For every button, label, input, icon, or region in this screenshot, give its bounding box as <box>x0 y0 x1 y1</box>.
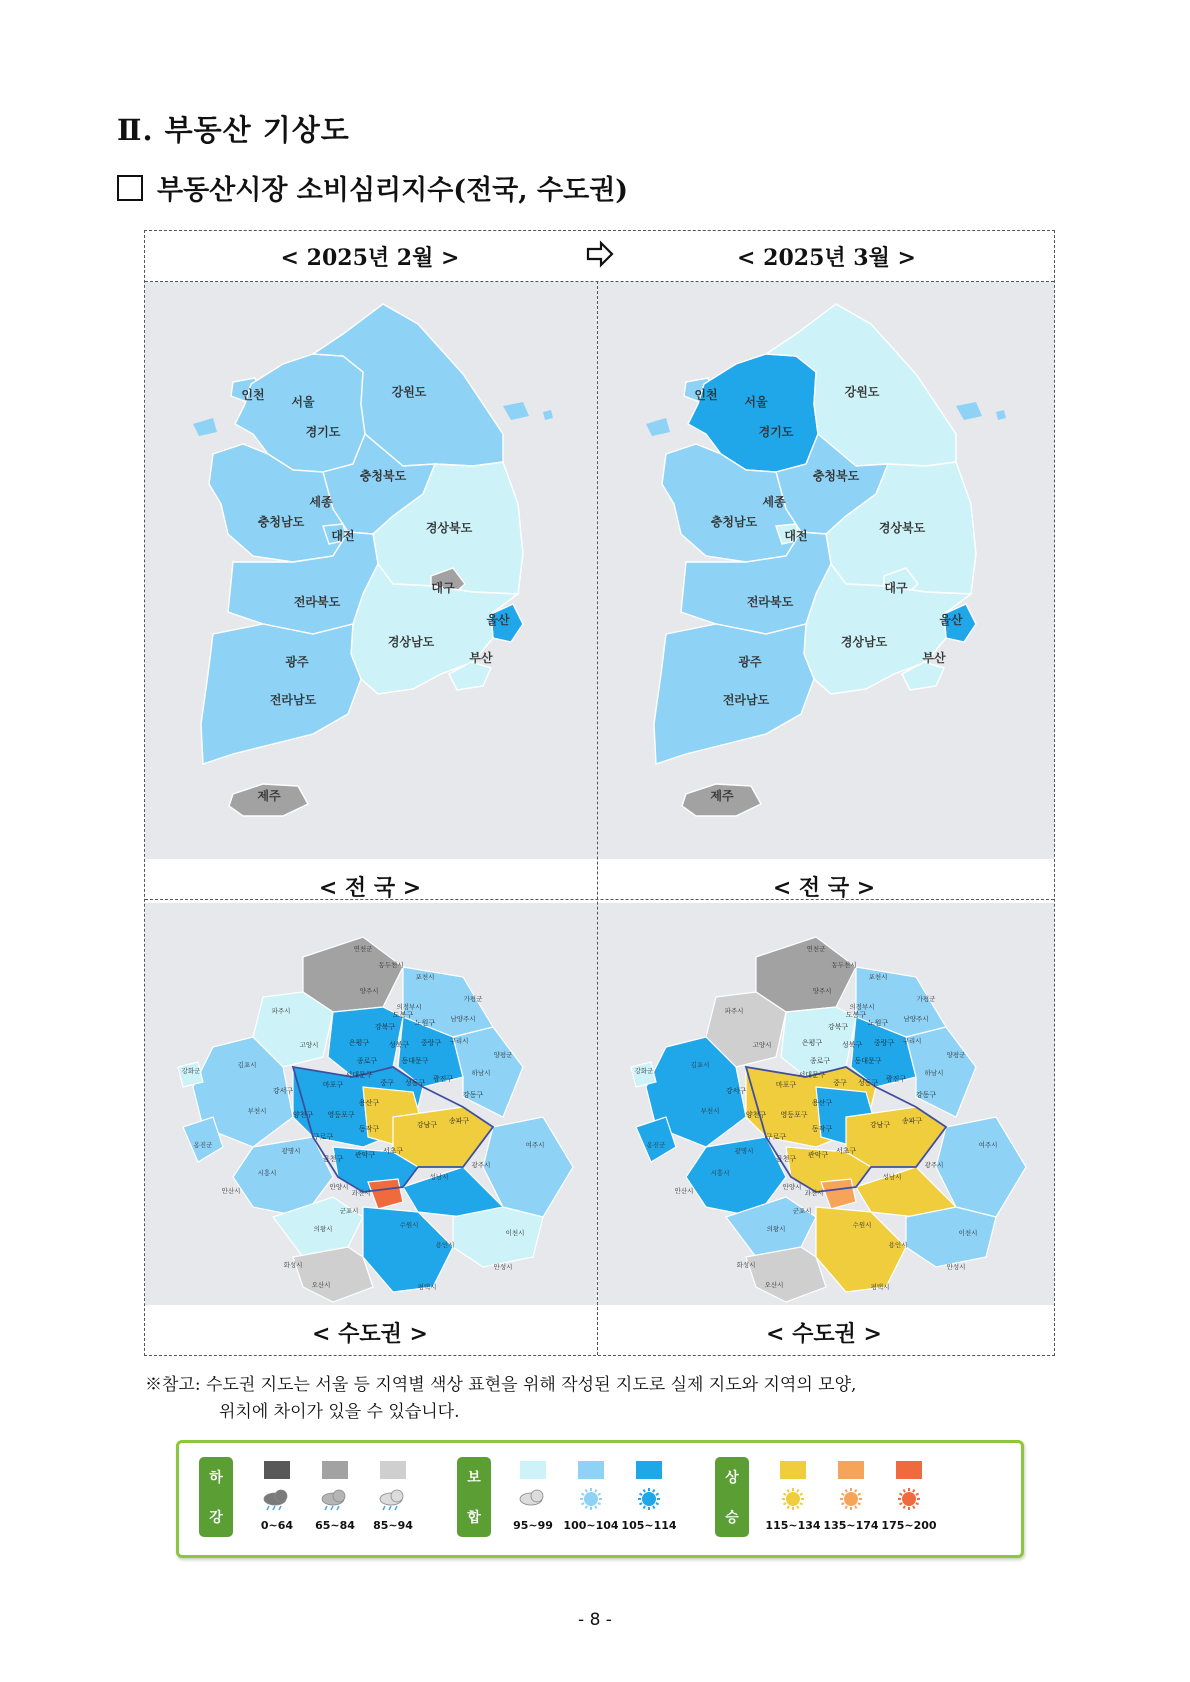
gyeonggi-city-label: 화성시 <box>283 1261 303 1269</box>
capital-area-shape <box>816 1207 906 1292</box>
gyeonggi-city-label: 구리시 <box>449 1037 469 1045</box>
legend-item <box>621 1461 677 1532</box>
capital-area-shape <box>293 1247 373 1302</box>
seoul-district-label: 성동구 <box>857 1079 879 1087</box>
seoul-district-label: 은평구 <box>801 1039 823 1047</box>
seoul-district-label: 은평구 <box>348 1039 370 1047</box>
gyeonggi-city-label: 파주시 <box>271 1007 291 1015</box>
legend-color-swatch <box>780 1461 806 1479</box>
legend-group-badge <box>715 1457 749 1537</box>
capital-caption-left: < 수도권 > <box>312 1321 428 1347</box>
legend-group-char: 합 <box>467 1510 481 1526</box>
seoul-district-label: 구로구 <box>312 1133 334 1141</box>
region-label-7: 대전 <box>784 529 808 543</box>
seoul-district-label: 서초구 <box>382 1147 404 1155</box>
gyeonggi-city-label: 평택시 <box>417 1283 437 1291</box>
national-caption-right: < 전 국 > <box>772 875 876 901</box>
seoul-district-label: 강남구 <box>416 1121 438 1129</box>
legend-group-char: 강 <box>209 1510 223 1526</box>
gyeonggi-city-label: 과천시 <box>351 1189 371 1197</box>
weather-legend <box>176 1440 1024 1558</box>
capital-area-shape <box>906 1207 996 1267</box>
capital-area-shape <box>363 1207 453 1292</box>
legend-color-swatch <box>838 1461 864 1479</box>
map-comparison-frame <box>144 230 1055 1356</box>
capital-map-feb <box>145 903 597 1305</box>
seoul-district-label: 중랑구 <box>420 1039 442 1047</box>
legend-color-swatch <box>264 1461 290 1479</box>
gyeonggi-city-label: 안산시 <box>221 1187 241 1195</box>
gyeonggi-city-label: 옹진군 <box>193 1141 213 1149</box>
legend-range-label: 115~134 <box>765 1519 821 1532</box>
seoul-district-label: 광진구 <box>432 1075 454 1083</box>
region-label-1: 서울 <box>291 395 315 409</box>
seoul-district-label: 광진구 <box>885 1075 907 1083</box>
seoul-district-label: 동대문구 <box>854 1057 882 1065</box>
gyeonggi-city-label: 의왕시 <box>313 1225 333 1233</box>
checkbox-square-icon <box>117 175 143 201</box>
gyeonggi-city-label: 포천시 <box>415 973 435 981</box>
legend-color-swatch <box>636 1461 662 1479</box>
period-header-row <box>145 231 1054 282</box>
legend-item <box>823 1461 879 1532</box>
gyeonggi-city-label: 부천시 <box>247 1107 267 1115</box>
yellow-sun-icon <box>773 1487 813 1511</box>
legend-range-label: 175~200 <box>881 1519 937 1532</box>
gyeonggi-city-label: 양평군 <box>946 1051 966 1059</box>
row-divider <box>145 899 1054 900</box>
region-label-14: 광주 <box>738 655 762 669</box>
page-number: - 8 - <box>578 1610 612 1630</box>
gyeonggi-city-label: 광주시 <box>471 1161 491 1169</box>
gyeonggi-city-label: 이천시 <box>505 1229 525 1237</box>
seoul-district-label: 동작구 <box>358 1125 380 1133</box>
note-line-2: 위치에 차이가 있을 수 있습니다. <box>219 1402 460 1422</box>
legend-range-label: 65~84 <box>315 1519 355 1532</box>
seoul-district-label: 중구 <box>833 1079 847 1087</box>
region-label-11: 전라북도 <box>293 595 341 609</box>
gyeonggi-city-label: 고양시 <box>299 1041 319 1049</box>
national-caption-left: < 전 국 > <box>318 875 422 901</box>
gyeonggi-city-label: 군포시 <box>792 1207 812 1215</box>
region-label-10: 울산 <box>939 613 963 627</box>
region-label-15: 전라남도 <box>269 693 317 707</box>
gyeonggi-city-label: 포천시 <box>868 973 888 981</box>
region-label-10: 울산 <box>486 613 510 627</box>
west-island <box>646 418 670 436</box>
gyeonggi-city-label: 여주시 <box>978 1141 998 1149</box>
gyeonggi-city-label: 시흥시 <box>257 1169 277 1177</box>
gyeonggi-city-label: 안성시 <box>946 1263 966 1271</box>
legend-range-label: 95~99 <box>513 1519 553 1532</box>
gyeonggi-city-label: 하남시 <box>471 1069 491 1077</box>
seoul-district-label: 동대문구 <box>401 1057 429 1065</box>
region-label-6: 충청남도 <box>710 515 758 529</box>
cloud-icon <box>513 1487 553 1511</box>
gyeonggi-city-label: 강화군 <box>181 1067 201 1075</box>
period-right-label: < 2025년 3월 > <box>737 244 916 271</box>
gyeonggi-city-label: 안산시 <box>674 1187 694 1195</box>
legend-color-swatch <box>322 1461 348 1479</box>
seoul-district-label: 영등포구 <box>780 1111 808 1119</box>
region-label-7: 대전 <box>331 529 355 543</box>
rain-cloud-icon <box>315 1487 355 1511</box>
gyeonggi-city-label: 고양시 <box>752 1041 772 1049</box>
gyeonggi-city-label: 양주시 <box>359 987 379 995</box>
seoul-district-label: 성동구 <box>404 1079 426 1087</box>
gyeonggi-city-label: 김포시 <box>690 1061 710 1069</box>
seoul-district-label: 동작구 <box>811 1125 833 1133</box>
reference-note <box>145 1372 1065 1426</box>
storm-cloud-icon <box>257 1487 297 1511</box>
seoul-district-label: 영등포구 <box>327 1111 355 1119</box>
region-label-3: 강원도 <box>391 385 427 399</box>
gyeonggi-city-label: 양평군 <box>493 1051 513 1059</box>
gyeonggi-city-label: 여주시 <box>525 1141 545 1149</box>
gyeonggi-city-label: 하남시 <box>924 1069 944 1077</box>
period-left-label: < 2025년 2월 > <box>280 244 460 271</box>
region-label-13: 부산 <box>922 651 946 665</box>
gyeonggi-city-label: 용인시 <box>888 1241 908 1249</box>
seoul-district-label: 송파구 <box>448 1117 470 1125</box>
region-label-8: 경상북도 <box>878 521 926 535</box>
gyeonggi-city-label: 가평군 <box>916 995 936 1003</box>
seoul-district-label: 강동구 <box>915 1091 937 1099</box>
region-label-4: 충청북도 <box>359 469 407 483</box>
seoul-district-label: 성북구 <box>841 1041 863 1049</box>
seoul-district-label: 마포구 <box>775 1081 797 1089</box>
legend-item <box>881 1461 937 1532</box>
seoul-district-label: 종로구 <box>356 1057 378 1065</box>
seoul-district-label: 관악구 <box>807 1151 829 1159</box>
gyeonggi-city-label: 수원시 <box>852 1221 872 1229</box>
gyeonggi-city-label: 부천시 <box>700 1107 720 1115</box>
seoul-district-label: 금천구 <box>775 1155 797 1163</box>
region-label-2: 경기도 <box>758 425 794 439</box>
legend-item <box>365 1461 421 1532</box>
seoul-district-label: 구로구 <box>765 1133 787 1141</box>
subsection-title-row <box>117 168 628 207</box>
gyeonggi-city-label: 군포시 <box>339 1207 359 1215</box>
seoul-district-label: 강북구 <box>374 1023 396 1031</box>
gyeonggi-city-label: 화성시 <box>736 1261 756 1269</box>
gyeonggi-city-label: 가평군 <box>463 995 483 1003</box>
legend-color-swatch <box>578 1461 604 1479</box>
region-label-11: 전라북도 <box>746 595 794 609</box>
legend-range-label: 85~94 <box>373 1519 413 1532</box>
subsection-title: 부동산시장 소비심리지수(전국, 수도권) <box>157 175 629 206</box>
capital-area-shape <box>453 1207 543 1267</box>
legend-item <box>249 1461 305 1532</box>
legend-group-char: 하 <box>209 1470 223 1486</box>
seoul-district-label: 강서구 <box>272 1087 294 1095</box>
region-label-13: 부산 <box>469 651 493 665</box>
region-label-6: 충청남도 <box>257 515 305 529</box>
blue-sun-icon <box>629 1487 669 1511</box>
gyeonggi-city-label: 연천군 <box>353 945 373 953</box>
gyeonggi-city-label: 광주시 <box>924 1161 944 1169</box>
region-label-5: 세종 <box>762 495 786 509</box>
national-map-feb <box>145 282 597 859</box>
seoul-district-label: 강남구 <box>869 1121 891 1129</box>
gyeonggi-city-label: 파주시 <box>724 1007 744 1015</box>
seoul-district-label: 용산구 <box>811 1099 833 1107</box>
blue-sun-icon <box>571 1487 611 1511</box>
region-label-16: 제주 <box>257 789 281 803</box>
region-label-12: 경상남도 <box>387 635 435 649</box>
gyeonggi-city-label: 구리시 <box>902 1037 922 1045</box>
gyeonggi-city-label: 오산시 <box>764 1281 784 1289</box>
region-label-2: 경기도 <box>305 425 341 439</box>
region-label-9: 대구 <box>884 581 908 595</box>
gyeonggi-city-label: 성남시 <box>882 1173 902 1181</box>
legend-color-swatch <box>520 1461 546 1479</box>
capital-area-shape <box>821 1179 856 1209</box>
legend-group-badge <box>199 1457 233 1537</box>
gyeonggi-city-label: 시흥시 <box>710 1169 730 1177</box>
region-label-15: 전라남도 <box>722 693 770 707</box>
light-rain-cloud-icon <box>373 1487 413 1511</box>
gyeonggi-city-label: 광명시 <box>281 1147 301 1155</box>
seoul-district-label: 노원구 <box>414 1019 436 1027</box>
gyeonggi-city-label: 안성시 <box>493 1263 513 1271</box>
region-label-1: 서울 <box>744 395 768 409</box>
note-line-1: ※참고: 수도권 지도는 서울 등 지역별 색상 표현을 위해 작성된 지도로 실제 지도와 지역의 모양, <box>145 1375 857 1395</box>
seoul-district-label: 강북구 <box>827 1023 849 1031</box>
gyeonggi-city-label: 오산시 <box>311 1281 331 1289</box>
seoul-district-label: 서대문구 <box>798 1071 826 1079</box>
gyeonggi-city-label: 성남시 <box>429 1173 449 1181</box>
seoul-district-label: 용산구 <box>358 1099 380 1107</box>
legend-group-char: 승 <box>725 1510 739 1526</box>
legend-group-badge <box>457 1457 491 1537</box>
west-island <box>193 418 217 436</box>
region-label-14: 광주 <box>285 655 309 669</box>
gyeonggi-city-label: 연천군 <box>806 945 826 953</box>
legend-range-label: 105~114 <box>621 1519 677 1532</box>
seoul-district-label: 성북구 <box>388 1041 410 1049</box>
capital-area-shape <box>746 1247 826 1302</box>
seoul-district-label: 강서구 <box>725 1087 747 1095</box>
seoul-district-label: 송파구 <box>901 1117 923 1125</box>
gyeonggi-city-label: 옹진군 <box>646 1141 666 1149</box>
region-label-12: 경상남도 <box>840 635 888 649</box>
seoul-district-label: 마포구 <box>322 1081 344 1089</box>
seoul-district-label: 양천구 <box>745 1111 767 1119</box>
gyeonggi-city-label: 광명시 <box>734 1147 754 1155</box>
gyeonggi-city-label: 남양주시 <box>450 1015 476 1023</box>
region-label-0: 인천 <box>694 388 718 402</box>
legend-group-char: 보 <box>467 1470 481 1486</box>
gyeonggi-city-label: 동두천시 <box>831 961 857 969</box>
dokdo-island <box>543 410 553 420</box>
region-label-9: 대구 <box>431 581 455 595</box>
region-label-8: 경상북도 <box>425 521 473 535</box>
seoul-district-label: 강동구 <box>462 1091 484 1099</box>
region-label-16: 제주 <box>710 789 734 803</box>
gyeonggi-city-label: 강화군 <box>634 1067 654 1075</box>
gyeonggi-city-label: 의정부시 <box>849 1003 875 1011</box>
gyeonggi-city-label: 남양주시 <box>903 1015 929 1023</box>
legend-item <box>765 1461 821 1532</box>
section-title: Ⅱ. 부동산 기상도 <box>117 113 350 147</box>
seoul-district-label: 도봉구 <box>392 1011 414 1019</box>
capital-map-mar <box>598 903 1054 1305</box>
gyeonggi-city-label: 평택시 <box>870 1283 890 1291</box>
ulleungdo-island <box>503 402 529 420</box>
dokdo-island <box>996 410 1006 420</box>
gyeonggi-city-label: 김포시 <box>237 1061 257 1069</box>
seoul-district-label: 노원구 <box>867 1019 889 1027</box>
gyeonggi-city-label: 의왕시 <box>766 1225 786 1233</box>
gyeonggi-city-label: 안양시 <box>782 1183 802 1191</box>
legend-range-label: 135~174 <box>823 1519 879 1532</box>
ulleungdo-island <box>956 402 982 420</box>
gyeonggi-city-label: 의정부시 <box>396 1003 422 1011</box>
legend-item <box>505 1461 561 1532</box>
seoul-district-label: 중랑구 <box>873 1039 895 1047</box>
region-label-3: 강원도 <box>844 385 880 399</box>
capital-caption-right: < 수도권 > <box>766 1321 882 1347</box>
gyeonggi-city-label: 이천시 <box>958 1229 978 1237</box>
seoul-district-label: 종로구 <box>809 1057 831 1065</box>
region-label-4: 충청북도 <box>812 469 860 483</box>
seoul-district-label: 금천구 <box>322 1155 344 1163</box>
seoul-district-label: 서초구 <box>835 1147 857 1155</box>
national-map-mar <box>598 282 1054 859</box>
seoul-district-label: 중구 <box>380 1079 394 1087</box>
region-label-0: 인천 <box>241 388 265 402</box>
capital-area-shape <box>368 1179 403 1209</box>
seoul-district-label: 양천구 <box>292 1111 314 1119</box>
seoul-district-label: 관악구 <box>354 1151 376 1159</box>
legend-item <box>307 1461 363 1532</box>
legend-color-swatch <box>896 1461 922 1479</box>
gyeonggi-city-label: 안양시 <box>329 1183 349 1191</box>
gyeonggi-city-label: 동두천시 <box>378 961 404 969</box>
seoul-district-label: 도봉구 <box>845 1011 867 1019</box>
legend-item <box>563 1461 619 1532</box>
gyeonggi-city-label: 수원시 <box>399 1221 419 1229</box>
legend-range-label: 0~64 <box>260 1519 294 1532</box>
orange-sun-icon <box>831 1487 871 1511</box>
legend-group-char: 상 <box>725 1470 739 1486</box>
gyeonggi-city-label: 과천시 <box>804 1189 824 1197</box>
red-sun-icon <box>889 1487 929 1511</box>
seoul-district-label: 서대문구 <box>345 1071 373 1079</box>
legend-color-swatch <box>380 1461 406 1479</box>
legend-range-label: 100~104 <box>563 1519 619 1532</box>
region-label-5: 세종 <box>309 495 333 509</box>
gyeonggi-city-label: 양주시 <box>812 987 832 995</box>
gyeonggi-city-label: 용인시 <box>435 1241 455 1249</box>
